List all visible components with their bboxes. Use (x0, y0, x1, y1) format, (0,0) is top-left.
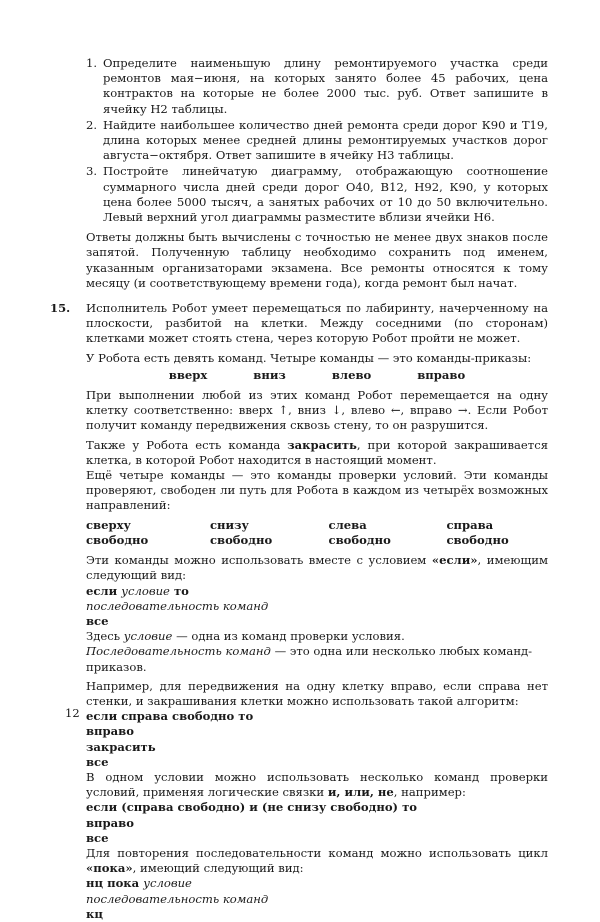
check-description: Ещё четыре команды — это команды проверки условий. Эти команды проверяют, свободен ли путь для Робота в каждом из четырёх возможных направлений: (86, 468, 548, 513)
task-intro: Исполнитель Робот умеет перемещаться по лабиринту, начерченному на плоскости, разбитой на клетки. Между соседними (по сторонам) клетками может стоять стена, через которую Робот пройти не может. (86, 301, 548, 346)
if-text-b: , имеющим следующий вид: (86, 553, 548, 583)
command-left: влево (331, 367, 372, 382)
condition-up: сверху свободно (86, 517, 149, 547)
command-up: вверх (168, 367, 208, 382)
list-number: 1. (86, 56, 98, 70)
paint-description (86, 438, 548, 468)
list-text: Определите наименьшую длину ремонтируемого участка среди ремонтов мая−июня, на которых занято более 45 рабочих, цена контрактов на которые не более 2000 тыс. руб. Ответ запишите в ячейку H2 таблицы. (103, 56, 548, 116)
example1-line: вправо (86, 724, 134, 739)
loop-keyword: «пока» (86, 861, 133, 876)
seq-def-text: — это одна или несколько любых команд-приказов. (86, 644, 533, 674)
here-b: — одна из команд проверки условия. (172, 629, 405, 644)
condition-left: слева свободно (328, 517, 391, 547)
if-condition: условие (121, 583, 170, 598)
example1-line: закрасить (86, 739, 156, 754)
task-list (86, 56, 548, 225)
paint-text-a: Также у Робота есть команда (86, 437, 288, 452)
if-text-a: Эти команды можно использовать вместе с условием (86, 553, 432, 568)
logic-b: , например: (393, 785, 466, 800)
loop-intro (86, 846, 548, 876)
if-syntax-line (86, 584, 548, 599)
loop-condition: условие (143, 876, 192, 891)
example1-line: все (86, 754, 109, 769)
loop-a: Для повторения последовательности команд можно использовать цикл (86, 845, 548, 860)
loop-b: , имеющий следующий вид: (132, 861, 304, 876)
list-number: 3. (86, 164, 98, 179)
example2-line: если (справа свободно) и (не снизу свободно) то (86, 800, 417, 815)
if-sequence: последовательность команд (86, 598, 269, 613)
logic-keywords: и, или, не (327, 785, 394, 800)
if-end: все (86, 613, 109, 628)
if-keyword: «если» (431, 553, 478, 568)
loop-sequence: последовательность команд (86, 891, 269, 906)
here-cond: условие (123, 629, 173, 644)
condition-down: снизу свободно (209, 517, 273, 547)
commands-intro: У Робота есть девять команд. Четыре команды — это команды-приказы: (86, 350, 532, 365)
if-intro (86, 553, 548, 583)
condition-right: справа свободно (446, 517, 509, 547)
example-intro: Например, для передвижения на одну клетку вправо, если справа нет стенки, и закрашивания клетки можно использовать такой алгоритм: (86, 678, 548, 708)
command-list (86, 368, 548, 383)
paint-command: закрасить (287, 437, 357, 452)
move-description: При выполнении любой из этих команд Робот перемещается на одну клетку соответственно: вверх ↑, вниз ↓, влево ←, вправо →. Если Робот получит команду передвижения сквозь стену, то он разрушится. (86, 388, 548, 433)
then-kw: то (169, 583, 189, 598)
condition-list (86, 518, 548, 548)
list-item (86, 56, 548, 117)
loop-end: кц (86, 906, 103, 921)
seq-def-term: Последовательность команд (86, 644, 271, 659)
loop-kw: нц пока (86, 876, 144, 891)
here-line (86, 629, 548, 644)
loop-syntax-line (86, 876, 548, 891)
list-number: 2. (86, 117, 98, 132)
logic-a: В одном условии можно использовать несколько команд проверки условий, применяя логические связки (86, 769, 548, 800)
example2-line: вправо (86, 815, 134, 830)
command-right: вправо (417, 367, 466, 382)
answers-note: Ответы должны быть вычислены с точностью не менее двух знаков после запятой. Полученную таблицу необходимо сохранить под именем, указанным организаторами экзамена. Все ремонты относятся к тому месяцу (и соответствующему времени года), когда ремонт был начат. (86, 230, 548, 290)
paint-text-b: , при которой закрашивается клетка, в которой Робот находится в настоящий момент. (86, 437, 549, 467)
page-number: 12 (65, 706, 80, 720)
list-text: Найдите наибольшее количество дней ремонта среди дорог К90 и Т19, длина которых менее средней длины ремонтируемых участков дорог августа−октября. Ответ запишите в ячейку Н3 таблицы. (103, 117, 548, 163)
list-item (86, 118, 548, 164)
list-text: Постройте линейчатую диаграмму, отображающую соотношение суммарного числа дней среди дорог О40, В12, Н92, К90, у которых цена более 5000 тысяч, а занятых рабочих от 10 до 50 включительно. Левый верхний угол диаграммы разместите вблизи ячейки Н6. (103, 164, 548, 225)
sequence-definition (86, 644, 548, 674)
command-down: вниз (253, 367, 286, 382)
example1-line: если справа свободно то (86, 709, 254, 724)
task-number: 15. (50, 301, 71, 316)
logic-intro (86, 770, 548, 800)
example2-line: все (86, 830, 109, 845)
if-kw: если (86, 583, 122, 598)
here-a: Здесь (86, 629, 124, 644)
list-item (86, 164, 548, 225)
